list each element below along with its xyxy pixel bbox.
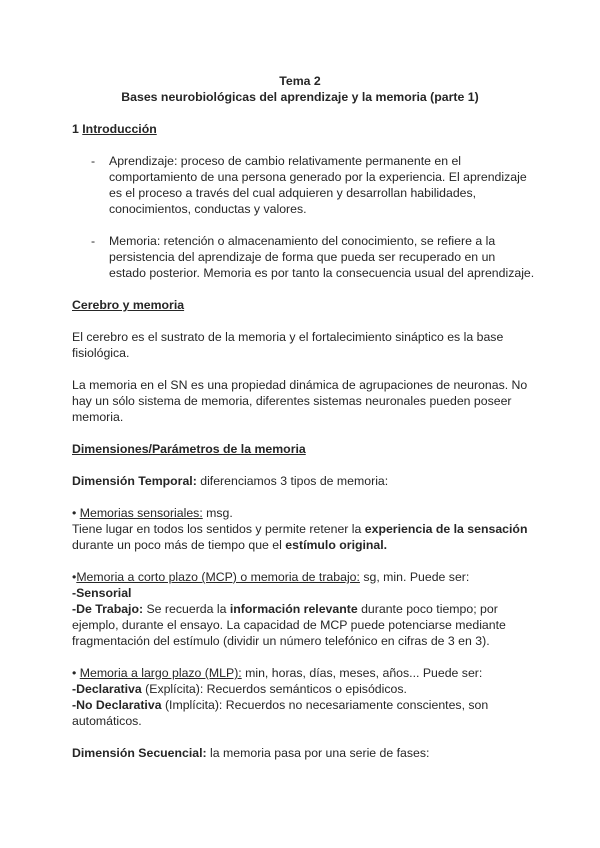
mlp-label: Memoria a largo plazo (MLP): — [79, 666, 242, 680]
temporal-line — [72, 473, 388, 489]
mlp-line — [72, 665, 482, 681]
cerebro-heading: Cerebro y memoria — [72, 298, 185, 312]
sensoriales-desc-2 — [72, 537, 387, 553]
sensoriales-label: Memorias sensoriales: — [79, 506, 203, 520]
cerebro-p1-line-2: fisiológica. — [72, 346, 130, 360]
bold-run: -De Trabajo: — [72, 602, 144, 616]
aprendizaje-line-2: comportamiento de una persona generado por la experiencia. El aprendizaje — [109, 170, 527, 184]
mlp-no-declarativa — [72, 697, 488, 713]
doc-title: Tema 2 — [279, 74, 321, 88]
doc-subtitle: Bases neurobiológicas del aprendizaje y la memoria (parte 1) — [121, 90, 479, 104]
text-run: Tiene lugar en todos los sentidos y permite retener la — [72, 522, 365, 536]
memoria-line-2: persistencia del aprendizaje de forma que pueda ser recuperado en un — [109, 250, 496, 264]
bold-run: estímulo original. — [285, 538, 388, 552]
mcp-line — [72, 569, 469, 585]
text-run: (Explícita): Recuerdos semánticos o episódicos. — [141, 682, 407, 696]
mcp-trabajo-line-1 — [72, 601, 498, 617]
bullet-dash: - — [91, 154, 96, 168]
mcp-trabajo-line-3: fragmentación del estímulo (dividir un número telefónico en cifras de 3 en 3). — [72, 634, 490, 648]
temporal-label: Dimensión Temporal: — [72, 474, 197, 488]
sensoriales-suffix: msg. — [202, 506, 233, 520]
mcp-sensorial: -Sensorial — [72, 586, 132, 600]
bullet-dot: • — [72, 666, 80, 680]
aprendizaje-line-3: es el proceso a través del cual adquieren y desarrollan habilidades, — [109, 186, 477, 200]
secuencial-label: Dimensión Secuencial: — [72, 746, 207, 760]
sensoriales-line — [72, 505, 233, 521]
bold-run: -No Declarativa — [72, 698, 162, 712]
section-title: Introducción — [82, 122, 157, 136]
mlp-no-declarativa-line-2: automáticos. — [72, 714, 142, 728]
bold-run: -Declarativa — [72, 682, 142, 696]
sensoriales-desc-1 — [72, 521, 527, 537]
section-introduccion-heading — [72, 121, 157, 137]
secuencial-line — [72, 745, 429, 761]
bold-run: experiencia de la sensación — [364, 522, 528, 536]
memoria-line-1: Memoria: retención o almacenamiento del conocimiento, se refiere a la — [109, 234, 496, 248]
mlp-declarativa — [72, 681, 407, 697]
mcp-label: Memoria a corto plazo (MCP) o memoria de trabajo: — [76, 570, 360, 584]
section-number: 1 — [72, 122, 83, 136]
bullet-dot: • — [72, 570, 77, 584]
cerebro-p1-line-1: El cerebro es el sustrato de la memoria y el fortalecimiento sináptico es la base — [72, 330, 504, 344]
text-run: (Implícita): Recuerdos no necesariamente conscientes, son — [161, 698, 489, 712]
bullet-dash: - — [91, 234, 96, 248]
mcp-trabajo-line-2: ejemplo, durante el ensayo. La capacidad de MCP puede potenciarse mediante — [72, 618, 506, 632]
cerebro-p2-line-1: La memoria en el SN es una propiedad dinámica de agrupaciones de neuronas. No — [72, 378, 528, 392]
temporal-text: diferenciamos 3 tipos de memoria: — [196, 474, 389, 488]
memoria-line-3: estado posterior. Memoria es por tanto la consecuencia usual del aprendizaje. — [109, 266, 535, 280]
mlp-suffix: min, horas, días, meses, años... Puede ser: — [241, 666, 483, 680]
aprendizaje-line-1: Aprendizaje: proceso de cambio relativamente permanente en el — [109, 154, 462, 168]
cerebro-p2-line-2: hay un sólo sistema de memoria, diferentes sistemas neuronales pueden poseer — [72, 394, 512, 408]
aprendizaje-line-4: conocimientos, conductas y valores. — [109, 202, 307, 216]
bold-run: información relevante — [229, 602, 358, 616]
cerebro-p2-line-3: memoria. — [72, 410, 124, 424]
bullet-dot: • — [72, 506, 80, 520]
secuencial-text: la memoria pasa por una serie de fases: — [206, 746, 430, 760]
dimensiones-heading: Dimensiones/Parámetros de la memoria — [72, 442, 306, 456]
text-run: Se recuerda la — [143, 602, 230, 616]
text-run: durante poco tiempo; por — [357, 602, 498, 616]
text-run: durante un poco más de tiempo que el — [72, 538, 286, 552]
mcp-suffix: sg, min. Puede ser: — [359, 570, 470, 584]
